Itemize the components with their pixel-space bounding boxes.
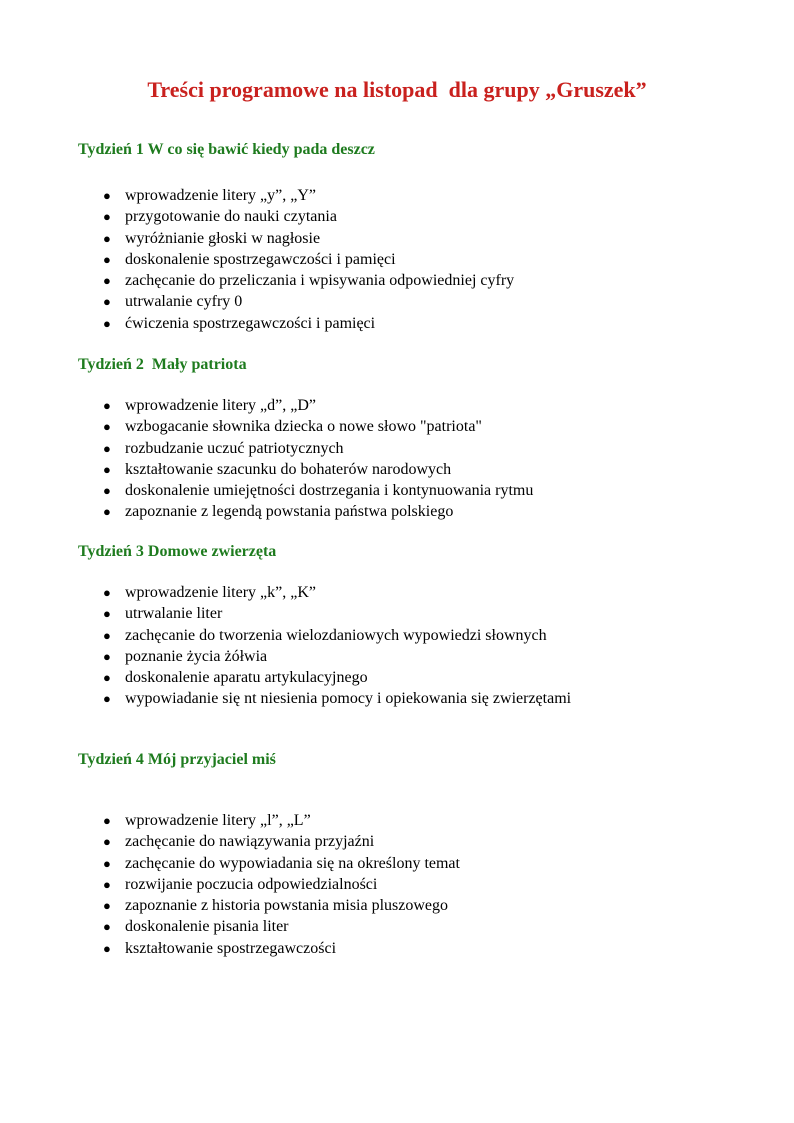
list-item-text: wprowadzenie litery „l”, „L” bbox=[125, 812, 311, 829]
week-4-list bbox=[0, 810, 460, 959]
bullet-icon: ● bbox=[103, 273, 111, 289]
week-3-list bbox=[0, 582, 571, 710]
list-item-text: zachęcanie do nawiązywania przyjaźni bbox=[125, 833, 375, 851]
list-item bbox=[0, 603, 571, 624]
bullet-icon: ● bbox=[103, 504, 111, 520]
list-item-text: wypowiadanie się nt niesienia pomocy i opiekowania się zwierzętami bbox=[125, 690, 572, 708]
list-item bbox=[0, 501, 533, 522]
list-item-text: doskonalenie aparatu artykulacyjnego bbox=[125, 669, 368, 687]
week-1-heading: Tydzień 1 W co się bawić kiedy pada deszcz bbox=[78, 141, 375, 158]
bullet-icon: ● bbox=[103, 461, 111, 477]
bullet-icon: ● bbox=[103, 440, 111, 456]
list-item bbox=[0, 895, 460, 916]
list-item-text: przygotowanie do nauki czytania bbox=[125, 208, 337, 226]
list-item-text: rozbudzanie uczuć patriotycznych bbox=[125, 439, 344, 457]
bullet-icon: ● bbox=[103, 898, 111, 914]
list-item-text: zapoznanie z legendą powstania państwa polskiego bbox=[125, 503, 454, 521]
list-item-text: kształtowanie spostrzegawczości bbox=[125, 939, 337, 957]
list-item-text: zapoznanie z historia powstania misia pluszowego bbox=[125, 897, 449, 915]
list-item bbox=[0, 831, 460, 852]
bullet-icon: ● bbox=[103, 209, 111, 225]
list-item bbox=[0, 938, 460, 959]
list-item-text: zachęcanie do przeliczania i wpisywania odpowiedniej cyfry bbox=[125, 272, 515, 290]
list-item bbox=[0, 313, 514, 334]
list-item-text: wprowadzenie litery „k”, „K” bbox=[125, 584, 317, 601]
list-item-text: wzbogacanie słownika dziecka o nowe słowo "patriota" bbox=[125, 418, 482, 436]
list-item-text: doskonalenie spostrzegawczości i pamięci bbox=[125, 250, 396, 268]
list-item bbox=[0, 206, 514, 227]
list-item bbox=[0, 916, 460, 937]
bullet-icon: ● bbox=[103, 188, 111, 203]
list-item bbox=[0, 249, 514, 270]
week-4-heading: Tydzień 4 Mój przyjaciel miś bbox=[78, 751, 276, 768]
list-item-text: doskonalenie umiejętności dostrzegania i kontynuowania rytmu bbox=[125, 482, 534, 500]
list-item bbox=[0, 459, 533, 480]
list-item bbox=[0, 667, 571, 688]
list-item bbox=[0, 480, 533, 501]
bullet-icon: ● bbox=[103, 813, 111, 828]
list-item-text: ćwiczenia spostrzegawczości i pamięci bbox=[125, 314, 376, 332]
bullet-icon: ● bbox=[103, 294, 111, 310]
list-item bbox=[0, 416, 533, 437]
list-item bbox=[0, 291, 514, 312]
list-item bbox=[0, 810, 460, 831]
bullet-icon: ● bbox=[103, 230, 111, 246]
list-item-text: poznanie życia żółwia bbox=[125, 647, 268, 665]
bullet-icon: ● bbox=[103, 648, 111, 664]
list-item-text: kształtowanie szacunku do bohaterów narodowych bbox=[125, 460, 452, 478]
list-item-text: wprowadzenie litery „y”, „Y” bbox=[125, 187, 317, 204]
list-item-text: wprowadzenie litery „d”, „D” bbox=[125, 397, 317, 414]
bullet-icon: ● bbox=[103, 670, 111, 686]
bullet-icon: ● bbox=[103, 876, 111, 892]
list-item bbox=[0, 853, 460, 874]
list-item-text: utrwalanie liter bbox=[125, 605, 223, 623]
bullet-icon: ● bbox=[103, 251, 111, 267]
list-item bbox=[0, 625, 571, 646]
bullet-icon: ● bbox=[103, 585, 111, 600]
list-item bbox=[0, 582, 571, 603]
list-item bbox=[0, 395, 533, 416]
bullet-icon: ● bbox=[103, 855, 111, 871]
bullet-icon: ● bbox=[103, 398, 111, 413]
bullet-icon: ● bbox=[103, 691, 111, 707]
bullet-icon: ● bbox=[103, 940, 111, 956]
list-item-text: utrwalanie cyfry 0 bbox=[125, 293, 243, 311]
bullet-icon: ● bbox=[103, 315, 111, 331]
list-item bbox=[0, 228, 514, 249]
list-item bbox=[0, 270, 514, 291]
list-item bbox=[0, 185, 514, 206]
week-2-heading: Tydzień 2 Mały patriota bbox=[78, 356, 247, 373]
week-1-list bbox=[0, 185, 514, 334]
bullet-icon: ● bbox=[103, 483, 111, 499]
page-title: Treści programowe na listopad dla grupy „Gruszek” bbox=[147, 77, 647, 102]
bullet-icon: ● bbox=[103, 834, 111, 850]
bullet-icon: ● bbox=[103, 419, 111, 435]
bullet-icon: ● bbox=[103, 627, 111, 643]
list-item-text: zachęcanie do wypowiadania się na określony temat bbox=[125, 854, 460, 872]
list-item bbox=[0, 874, 460, 895]
week-3-heading: Tydzień 3 Domowe zwierzęta bbox=[78, 543, 277, 560]
list-item-text: zachęcanie do tworzenia wielozdaniowych wypowiedzi słownych bbox=[125, 626, 547, 644]
bullet-icon: ● bbox=[103, 606, 111, 622]
list-item bbox=[0, 646, 571, 667]
list-item-text: rozwijanie poczucia odpowiedzialności bbox=[125, 875, 378, 893]
list-item bbox=[0, 688, 571, 709]
list-item-text: doskonalenie pisania liter bbox=[125, 918, 289, 936]
week-2-list bbox=[0, 395, 533, 523]
list-item bbox=[0, 438, 533, 459]
bullet-icon: ● bbox=[103, 919, 111, 935]
list-item-text: wyróżnianie głoski w nagłosie bbox=[125, 229, 321, 247]
